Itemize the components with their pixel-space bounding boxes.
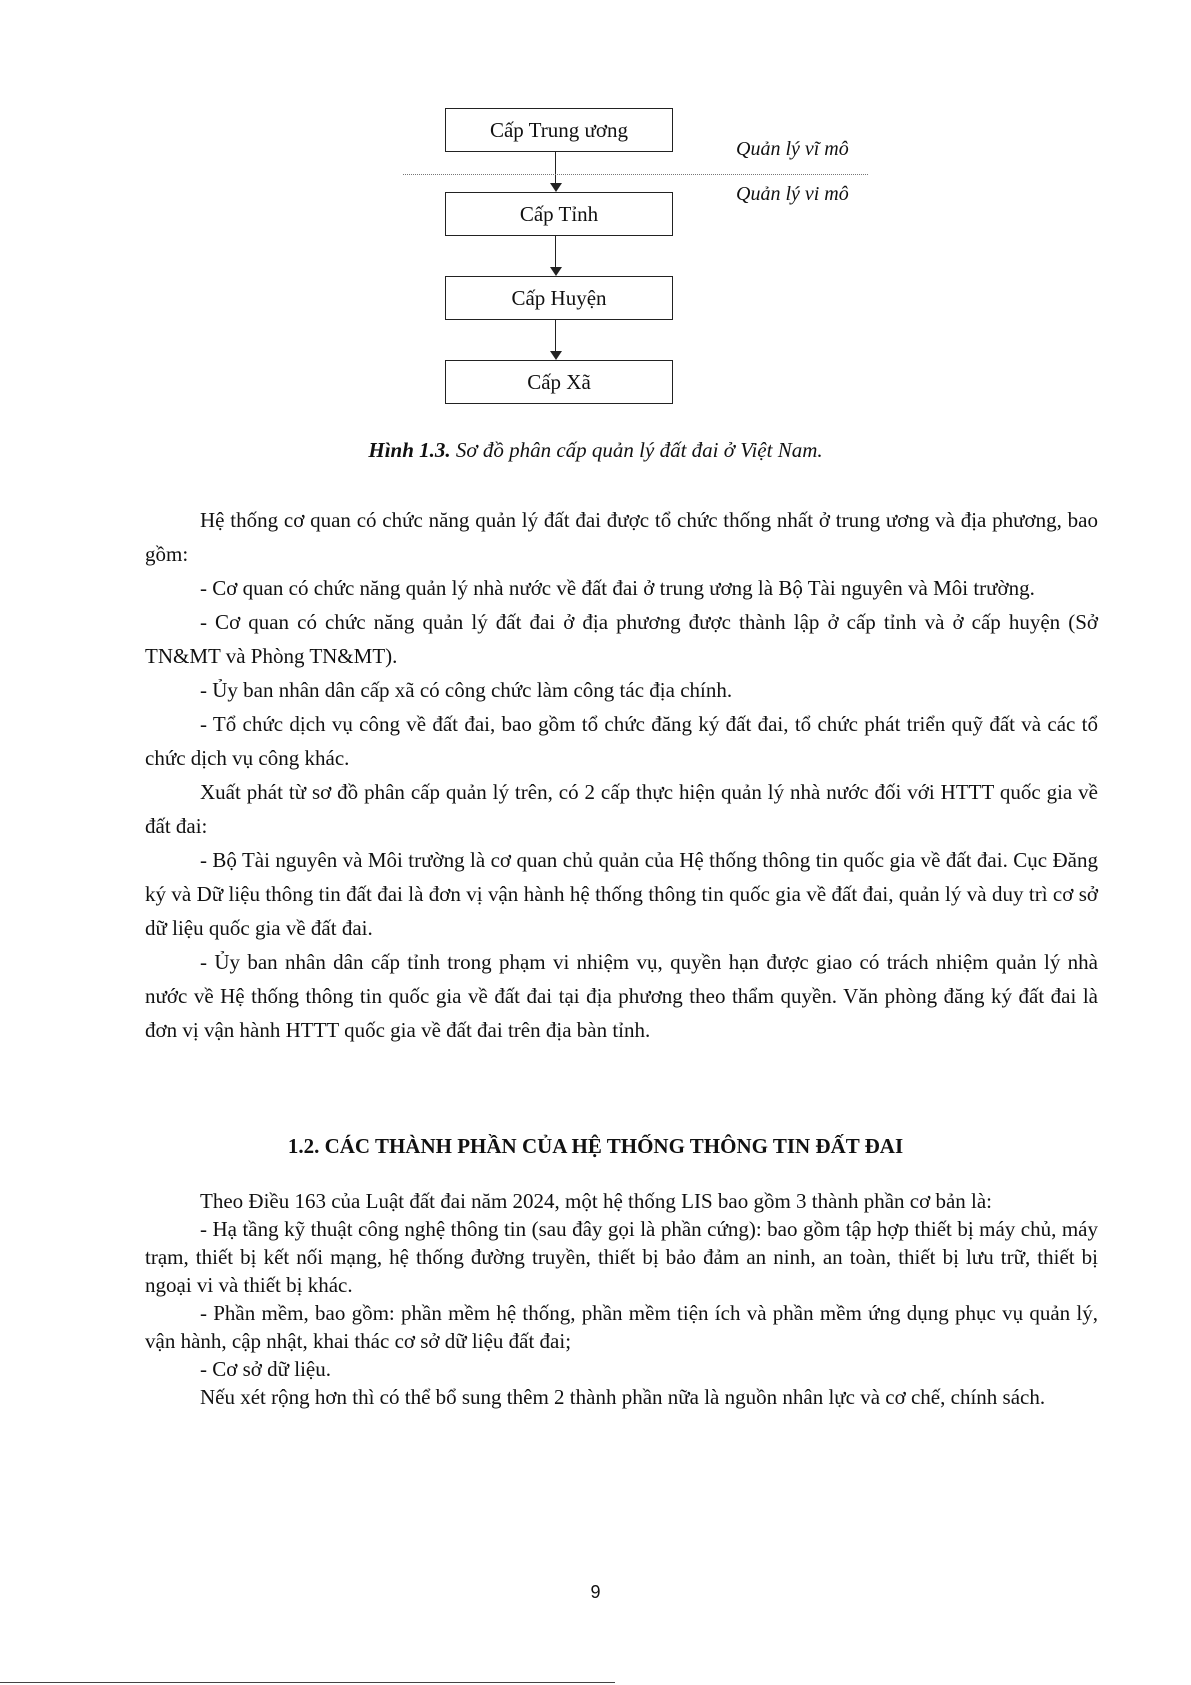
box-commune-level: Cấp Xã (445, 360, 673, 404)
paragraph: - Ủy ban nhân dân cấp tỉnh trong phạm vi nhiệm vụ, quyền hạn được giao có trách nhiệm quản lý nhà nước về Hệ thống thông tin quốc gia về đất đai tại địa phương theo thẩm quyền. Văn phòng đăng ký đất đai là đơn vị vận hành HTTT quốc gia về đất đai trên địa bàn tỉnh. (145, 950, 1098, 1042)
paragraph: - Bộ Tài nguyên và Môi trường là cơ quan chủ quản của Hệ thống thông tin quốc gia về đất đai. Cục Đăng ký và Dữ liệu thông tin đất đai là đơn vị vận hành hệ thống thông tin quốc gia về đất đai, quản lý và duy trì cơ sở dữ liệu quốc gia về đất đai. (145, 848, 1098, 940)
label-macro-management: Quản lý vĩ mô (736, 138, 849, 160)
paragraph: - Ủy ban nhân dân cấp xã có công chức làm công tác địa chính. (200, 678, 733, 702)
macro-micro-divider (403, 174, 868, 175)
arrow-head-1 (550, 183, 562, 192)
page-number: 9 (590, 1582, 601, 1602)
paragraph: Nếu xét rộng hơn thì có thể bổ sung thêm 2 thành phần nữa là nguồn nhân lực và cơ chế, chính sách. (200, 1385, 1046, 1409)
footer-rule (0, 1682, 615, 1683)
section-heading: 1.2. CÁC THÀNH PHẦN CỦA HỆ THỐNG THÔNG TIN ĐẤT ĐAI (287, 1134, 904, 1158)
paragraph: Hệ thống cơ quan có chức năng quản lý đất đai được tổ chức thống nhất ở trung ương và địa phương, bao gồm: (145, 508, 1098, 566)
figure-caption (0, 438, 1191, 463)
paragraph: Theo Điều 163 của Luật đất đai năm 2024, một hệ thống LIS bao gồm 3 thành phần cơ bản là: (200, 1189, 993, 1213)
arrow-line-3 (555, 320, 556, 351)
box-central-level: Cấp Trung ương (445, 108, 673, 152)
paragraph: - Cơ quan có chức năng quản lý đất đai ở địa phương được thành lập ở cấp tỉnh và ở cấp huyện (Sở TN&MT và Phòng TN&MT). (145, 610, 1098, 668)
box-province-level: Cấp Tỉnh (445, 192, 673, 236)
label-micro-management: Quản lý vi mô (736, 183, 849, 205)
body-text (145, 503, 1098, 1047)
paragraph: - Hạ tầng kỹ thuật công nghệ thông tin (sau đây gọi là phần cứng): bao gồm tập hợp thiết bị máy chủ, máy trạm, thiết bị kết nối mạng, hệ thống đường truyền, thiết bị bảo đảm an ninh, an toàn, thiết bị lưu trữ, thiết bị ngoại vi và thiết bị khác. (145, 1217, 1098, 1297)
paragraph: - Cơ quan có chức năng quản lý nhà nước về đất đai ở trung ương là Bộ Tài nguyên và Môi trường. (200, 576, 1035, 600)
arrow-head-2 (550, 267, 562, 276)
caption-text: Sơ đồ phân cấp quản lý đất đai ở Việt Nam. (450, 438, 823, 462)
paragraph: - Cơ sở dữ liệu. (200, 1357, 332, 1381)
arrow-line-1 (555, 152, 556, 183)
arrow-head-3 (550, 351, 562, 360)
section-body-text (145, 1187, 1098, 1411)
caption-label: Hình 1.3. (368, 438, 451, 462)
box-district-level: Cấp Huyện (445, 276, 673, 320)
paragraph: - Phần mềm, bao gồm: phần mềm hệ thống, phần mềm tiện ích và phần mềm ứng dụng phục vụ quản lý, vận hành, cập nhật, khai thác cơ sở dữ liệu đất đai; (145, 1301, 1098, 1353)
arrow-line-2 (555, 236, 556, 267)
paragraph: Xuất phát từ sơ đồ phân cấp quản lý trên, có 2 cấp thực hiện quản lý nhà nước đối với HTTT quốc gia về đất đai: (145, 780, 1098, 838)
paragraph: - Tổ chức dịch vụ công về đất đai, bao gồm tổ chức đăng ký đất đai, tổ chức phát triển quỹ đất và các tổ chức dịch vụ công khác. (145, 712, 1098, 770)
